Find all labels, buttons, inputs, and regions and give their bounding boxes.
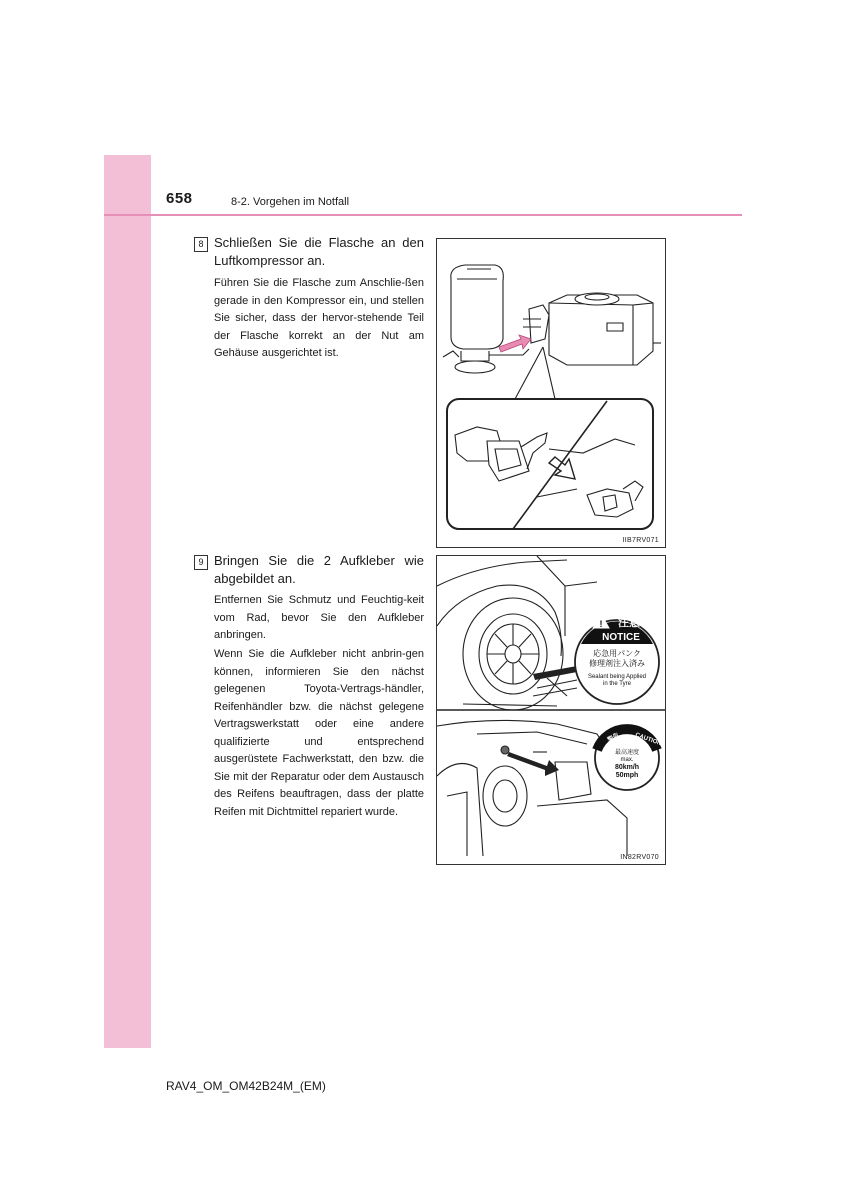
- caution-mph: 50mph: [615, 772, 639, 779]
- footer-code: RAV4_OM_OM42B24M_(EM): [166, 1079, 326, 1093]
- step-number-9: 9: [194, 555, 208, 570]
- section-title: 8-2. Vorgehen im Notfall: [231, 196, 350, 208]
- compressor-illustration: [436, 238, 666, 548]
- sticker-illustration: [436, 555, 666, 865]
- step-9-paragraph-2: Wenn Sie die Aufkleber nicht anbrin-gen können, informieren Sie den nächst gelegenen Toyota-Vertrags-händler, Reifenhändler bzw. die nächst gelegene Vertragswerkstatt oder eine andere qualifizierte und entsprechend ausgerüstete Fachwerkstatt, den bzw. die Sie mit der Reparatur oder dem Austausch des Reifens beauftragen, dass der platte Reifen mit Dichtmittel repariert wurde.: [214, 648, 424, 818]
- notice-en-line2: in the Tyre: [603, 681, 631, 687]
- header-rule: [104, 214, 742, 216]
- figure-code-2: IN82RV070: [620, 854, 659, 861]
- caution-kmh: 80km/h: [614, 764, 640, 771]
- notice-jp-line1: 応急用パンク: [593, 649, 641, 658]
- caution-en-title: CAUTION: [634, 732, 663, 748]
- figure-code-1: IIB7RV071: [622, 537, 659, 544]
- caution-jp-title: 警告: [607, 732, 621, 744]
- notice-en-title: NOTICE: [602, 632, 640, 643]
- caution-max: max.: [620, 757, 634, 763]
- compressor-drawing: [437, 239, 665, 547]
- notice-jp-line2: 修理剤注入済み: [589, 659, 645, 668]
- step-9-title: Bringen Sie die 2 Aufkleber wie abgebildet an.: [214, 553, 424, 586]
- chapter-tab-band: [104, 155, 151, 1048]
- caution-jp-speed: 最高速度: [614, 750, 640, 756]
- step-number-8: 8: [194, 237, 208, 252]
- step-9-paragraph-1: Entfernen Sie Schmutz und Feuchtig-keit vom Rad, bevor Sie den Aufkleber anbringen.: [214, 594, 424, 641]
- notice-en-line1: Sealant being Applied: [587, 674, 647, 680]
- sticker-drawing: [437, 556, 665, 864]
- step-8-paragraph: Führen Sie die Flasche zum Anschlie-ßen gerade in den Kompressor ein, und stellen Sie sicher, dass der hervor-stehende Teil der Flasche korrekt an der Nut am Gehäuse ausgerichtet ist.: [214, 277, 424, 359]
- notice-warning-mark: !: [599, 619, 603, 629]
- page-number: 658: [166, 190, 193, 207]
- step-8-title: Schließen Sie die Flasche an den Luftkompressor an.: [214, 235, 424, 268]
- notice-jp-title: 注意: [618, 617, 640, 629]
